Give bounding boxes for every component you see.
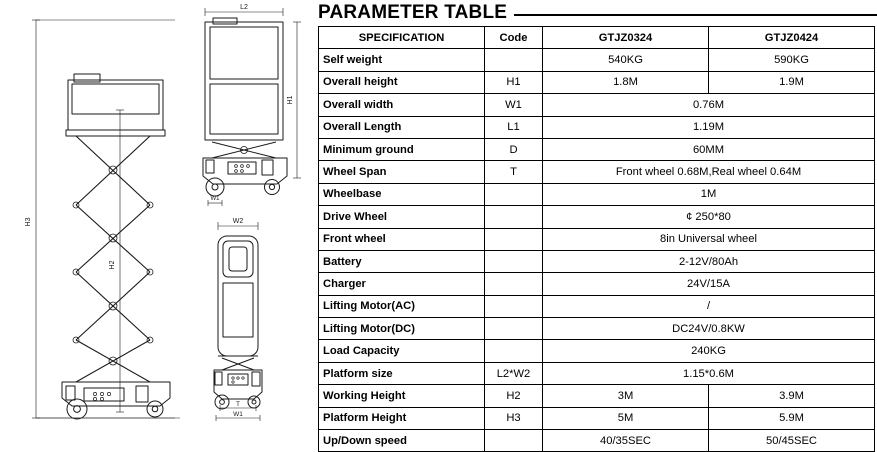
cell-specification: Minimum ground [319, 138, 485, 160]
dimension-label-l2: L2 [240, 4, 248, 11]
table-title-row [314, 0, 877, 26]
column-header-model-2: GTJZ0424 [709, 27, 875, 49]
column-header-model-1: GTJZ0324 [543, 27, 709, 49]
cell-value-model-1: 1.8M [543, 71, 709, 93]
cell-value-model-1: / [543, 295, 875, 317]
cell-value-model-1: 240KG [543, 340, 875, 362]
cell-specification: Load Capacity [319, 340, 485, 362]
side-view-scissor-lift [36, 74, 180, 419]
cell-value-model-1: 5M [543, 407, 709, 429]
cell-value-model-2: 3.9M [709, 385, 875, 407]
cell-specification: Lifting Motor(DC) [319, 318, 485, 340]
cell-value-model-2: 590KG [709, 49, 875, 71]
cell-specification: Overall width [319, 94, 485, 116]
cell-specification: Up/Down speed [319, 430, 485, 452]
cell-value-model-1: 1M [543, 183, 875, 205]
cell-specification: Wheel Span [319, 161, 485, 183]
cell-value-model-1: Front wheel 0.68M,Real wheel 0.64M [543, 161, 875, 183]
table-row [319, 161, 875, 183]
rear-view-narrow [214, 218, 262, 421]
table-body [319, 49, 875, 452]
page-title: PARAMETER TABLE [318, 2, 508, 23]
table-row [319, 94, 875, 116]
cell-value-model-1: DC24V/0.8KW [543, 318, 875, 340]
cell-specification: Working Height [319, 385, 485, 407]
cell-code: D [485, 138, 543, 160]
cell-specification: Self weight [319, 49, 485, 71]
cell-specification: Overall Length [319, 116, 485, 138]
cell-code [485, 49, 543, 71]
cell-code: W1 [485, 94, 543, 116]
cell-code: T [485, 161, 543, 183]
technical-drawings-panel [0, 0, 312, 427]
table-row [319, 116, 875, 138]
cell-value-model-2: 5.9M [709, 407, 875, 429]
cell-value-model-1: 540KG [543, 49, 709, 71]
cell-code [485, 295, 543, 317]
cell-specification: Wheelbase [319, 183, 485, 205]
parameter-table-panel [314, 0, 877, 447]
parameter-table [318, 26, 875, 452]
table-row [319, 362, 875, 384]
table-row [319, 206, 875, 228]
dimension-label-h2: H2 [109, 260, 116, 270]
cell-code: H3 [485, 407, 543, 429]
table-header-row [319, 27, 875, 49]
dimension-label-h1: H1 [287, 95, 294, 105]
drawings-svg [0, 0, 312, 427]
title-rule [514, 14, 877, 16]
cell-code [485, 273, 543, 295]
cell-code [485, 183, 543, 205]
dimension-label-h3: H3 [25, 217, 32, 227]
cell-code [485, 250, 543, 272]
table-row [319, 71, 875, 93]
cell-specification: Battery [319, 250, 485, 272]
cell-specification: Charger [319, 273, 485, 295]
cell-value-model-1: 8in Universal wheel [543, 228, 875, 250]
cell-value-model-1: 40/35SEC [543, 430, 709, 452]
dimension-label-t: T [236, 401, 240, 408]
table-row [319, 183, 875, 205]
dimension-label-w2: W2 [232, 218, 244, 225]
cell-value-model-1: 1.19M [543, 116, 875, 138]
table-row [319, 138, 875, 160]
table-row [319, 228, 875, 250]
cell-code [485, 318, 543, 340]
cell-value-model-1: 1.15*0.6M [543, 362, 875, 384]
table-row [319, 49, 875, 71]
dimension-label-w1-front: W1 [210, 196, 220, 202]
table-row [319, 273, 875, 295]
cell-value-model-1: 3M [543, 385, 709, 407]
cell-value-model-1: 2-12V/80Ah [543, 250, 875, 272]
cell-code: H2 [485, 385, 543, 407]
column-header-specification: SPECIFICATION [319, 27, 485, 49]
cell-specification: Platform size [319, 362, 485, 384]
front-view-lowered [203, 4, 301, 206]
column-header-code: Code [485, 27, 543, 49]
cell-code: L2*W2 [485, 362, 543, 384]
cell-specification: Front wheel [319, 228, 485, 250]
table-row [319, 295, 875, 317]
cell-code [485, 340, 543, 362]
cell-specification: Drive Wheel [319, 206, 485, 228]
table-row [319, 385, 875, 407]
table-row [319, 407, 875, 429]
cell-specification: Overall height [319, 71, 485, 93]
cell-specification: Platform Height [319, 407, 485, 429]
cell-code [485, 228, 543, 250]
cell-value-model-1: 60MM [543, 138, 875, 160]
table-row [319, 250, 875, 272]
cell-value-model-1: ¢ 250*80 [543, 206, 875, 228]
table-row [319, 318, 875, 340]
cell-value-model-2: 50/45SEC [709, 430, 875, 452]
cell-value-model-1: 0.76M [543, 94, 875, 116]
table-row [319, 340, 875, 362]
dimension-label-w1-rear: W1 [233, 411, 243, 418]
cell-value-model-2: 1.9M [709, 71, 875, 93]
cell-specification: Lifting Motor(AC) [319, 295, 485, 317]
cell-code: H1 [485, 71, 543, 93]
cell-code [485, 430, 543, 452]
cell-code [485, 206, 543, 228]
cell-code: L1 [485, 116, 543, 138]
cell-value-model-1: 24V/15A [543, 273, 875, 295]
table-row [319, 430, 875, 452]
